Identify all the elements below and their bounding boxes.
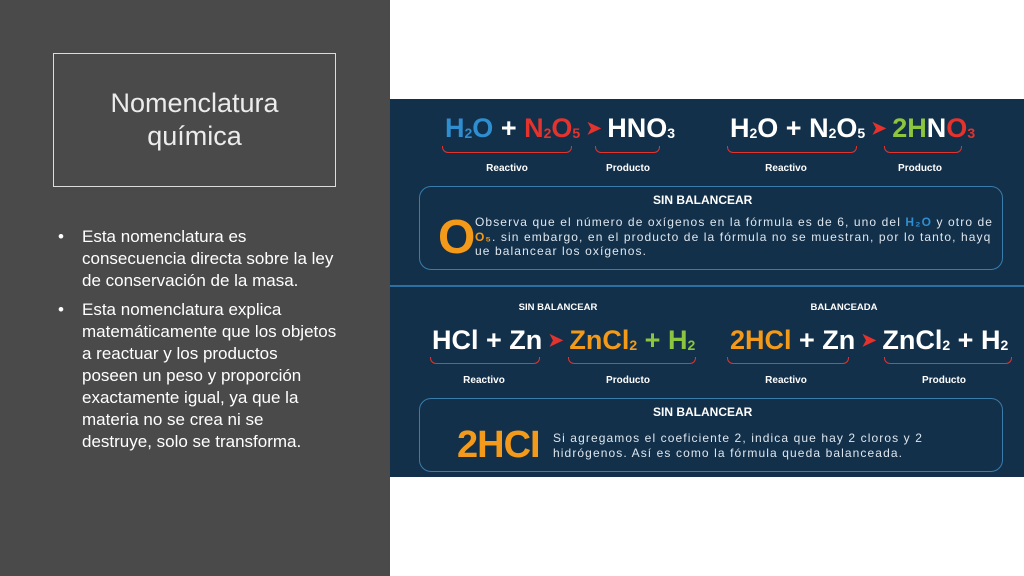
equation-h2o-n2o5-hno3: $H_2O + N_2O_5$ ➤ $HNO_3$ [445,113,676,143]
box-title: SIN BALANCEAR [653,193,753,207]
reactive-label: Reactivo [463,375,505,386]
product-brace [884,146,962,153]
reactive-brace [727,357,849,364]
product-label: Producto [922,375,966,386]
slide-title: Nomenclatura química [110,88,279,151]
equation-2hcl-zn-balanced: 2HCl + Zn ➤ ZnCl$_2$ + $H_2$ [730,325,1009,355]
reactive-brace [727,146,857,153]
reactive-brace [442,146,572,153]
equation-hcl-zn-unbalanced: HCl + Zn ➤ ZnCl$_2$ + $H_2$ [432,325,696,355]
bullet-item: • Esta nomenclatura es consecuencia directa sobre la ley de conservación de la masa. [58,227,334,290]
box-explanation: Si agregamos el coeficiente 2, indica que hay 2 cloros y 2 hidrógenos. Así es como la fórmula queda balanceada. [553,431,923,460]
product-label: Producto [606,375,650,386]
title-box [53,53,336,187]
chemistry-infographic [390,99,1024,477]
product-brace [595,146,660,153]
oxygen-symbol: O [438,211,476,264]
box-explanation: Observa que el número de oxígenos en la fórmula es de 6, uno del H₂O y otro de O₅. sin embargo, en el producto de la fórmula no se muestran, por lo tanto, hayq ue balancear los oxígenos. [475,215,994,258]
box-title: SIN BALANCEAR [653,405,753,419]
reactive-label: Reactivo [765,375,807,386]
divider-line [390,285,1024,287]
product-label: Producto [898,163,942,174]
product-brace [568,357,696,364]
balanced-header: BALANCEADA [810,302,878,313]
product-label: Producto [606,163,650,174]
2hcl-symbol: 2HCI [457,424,540,466]
equation-balanced-2hno3: $H_2O + N_2O_5$ ➤ $2HNO_3$ [730,113,976,143]
left-panel [0,0,390,576]
reactive-label: Reactivo [486,163,528,174]
unbalanced-header: SIN BALANCEAR [518,302,598,313]
product-brace [884,357,1012,364]
bullet-item: • Esta nomenclatura explica matemáticamente que los objetos a reactuar y los productos poseen un peso y proporción exactamente igual, ya que la materia no se crea ni se destruye, solo se transforma. [58,300,337,451]
reactive-brace [430,357,540,364]
reactive-label: Reactivo [765,163,807,174]
bullet-list [58,226,338,460]
